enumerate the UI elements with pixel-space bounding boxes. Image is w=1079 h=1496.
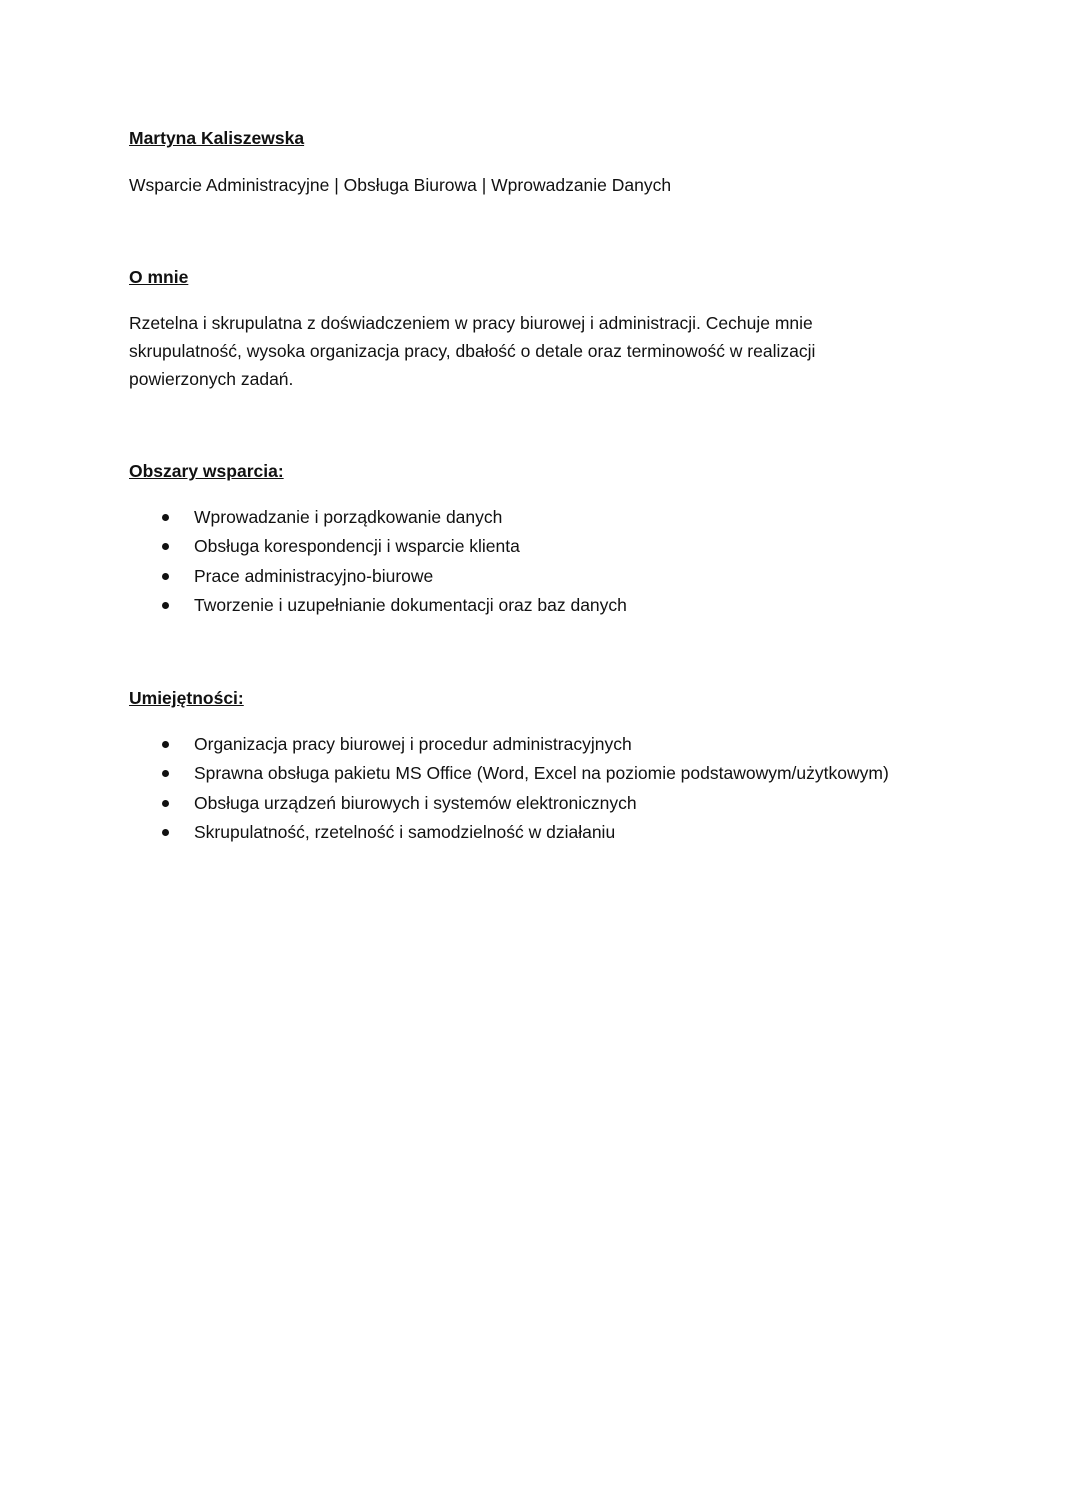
list-item: [129, 789, 949, 818]
bullet-icon: [162, 800, 169, 807]
bullet-icon: [162, 514, 169, 521]
list-item-text: Obsługa korespondencji i wsparcie klienta: [194, 536, 520, 557]
about-paragraph: [129, 309, 889, 393]
document-content: [129, 124, 949, 847]
list-item: [129, 591, 949, 620]
list-item-text: Prace administracyjno-biurowe: [194, 565, 434, 586]
list-item: [129, 562, 949, 591]
section-heading-areas: Obszary wsparcia:: [129, 461, 284, 481]
list-item-text: Obsługa urządzeń biurowych i systemów elektronicznych: [194, 792, 637, 813]
about-line: Rzetelna i skrupulatna z doświadczeniem w pracy biurowej i administracji. Cechuje mnie: [129, 313, 813, 333]
section-heading-about: O mnie: [129, 267, 189, 287]
skills-list: [129, 730, 949, 847]
list-item-text: Wprowadzanie i porządkowanie danych: [194, 507, 503, 527]
bullet-icon: [162, 829, 169, 836]
list-item-text: Skrupulatność, rzetelność i samodzielność w działaniu: [194, 822, 616, 843]
list-item: [129, 730, 949, 759]
list-item: [129, 759, 949, 788]
list-item-text: Sprawna obsługa pakietu MS Office (Word, Excel na poziomie podstawowym/użytkowym): [194, 763, 889, 784]
list-item: [129, 503, 949, 532]
areas-list: [129, 503, 949, 620]
bullet-icon: [162, 573, 169, 580]
list-item: [129, 532, 949, 561]
bullet-icon: [162, 602, 169, 609]
section-heading-skills: Umiejętności:: [129, 688, 244, 709]
list-item-text: Tworzenie i uzupełnianie dokumentacji oraz baz danych: [194, 594, 627, 615]
tagline: Wsparcie Administracyjne | Obsługa Biurowa | Wprowadzanie Danych: [129, 175, 672, 195]
bullet-icon: [162, 770, 169, 777]
about-line: skrupulatność, wysoka organizacja pracy, dbałość o detale oraz terminowość w realizacji: [129, 341, 816, 361]
about-line: powierzonych zadań.: [129, 369, 294, 389]
bullet-icon: [162, 741, 169, 748]
person-name: Martyna Kaliszewska: [129, 128, 305, 148]
list-item-text: Organizacja pracy biurowej i procedur administracyjnych: [194, 734, 632, 755]
list-item: [129, 818, 949, 847]
bullet-icon: [162, 543, 169, 550]
